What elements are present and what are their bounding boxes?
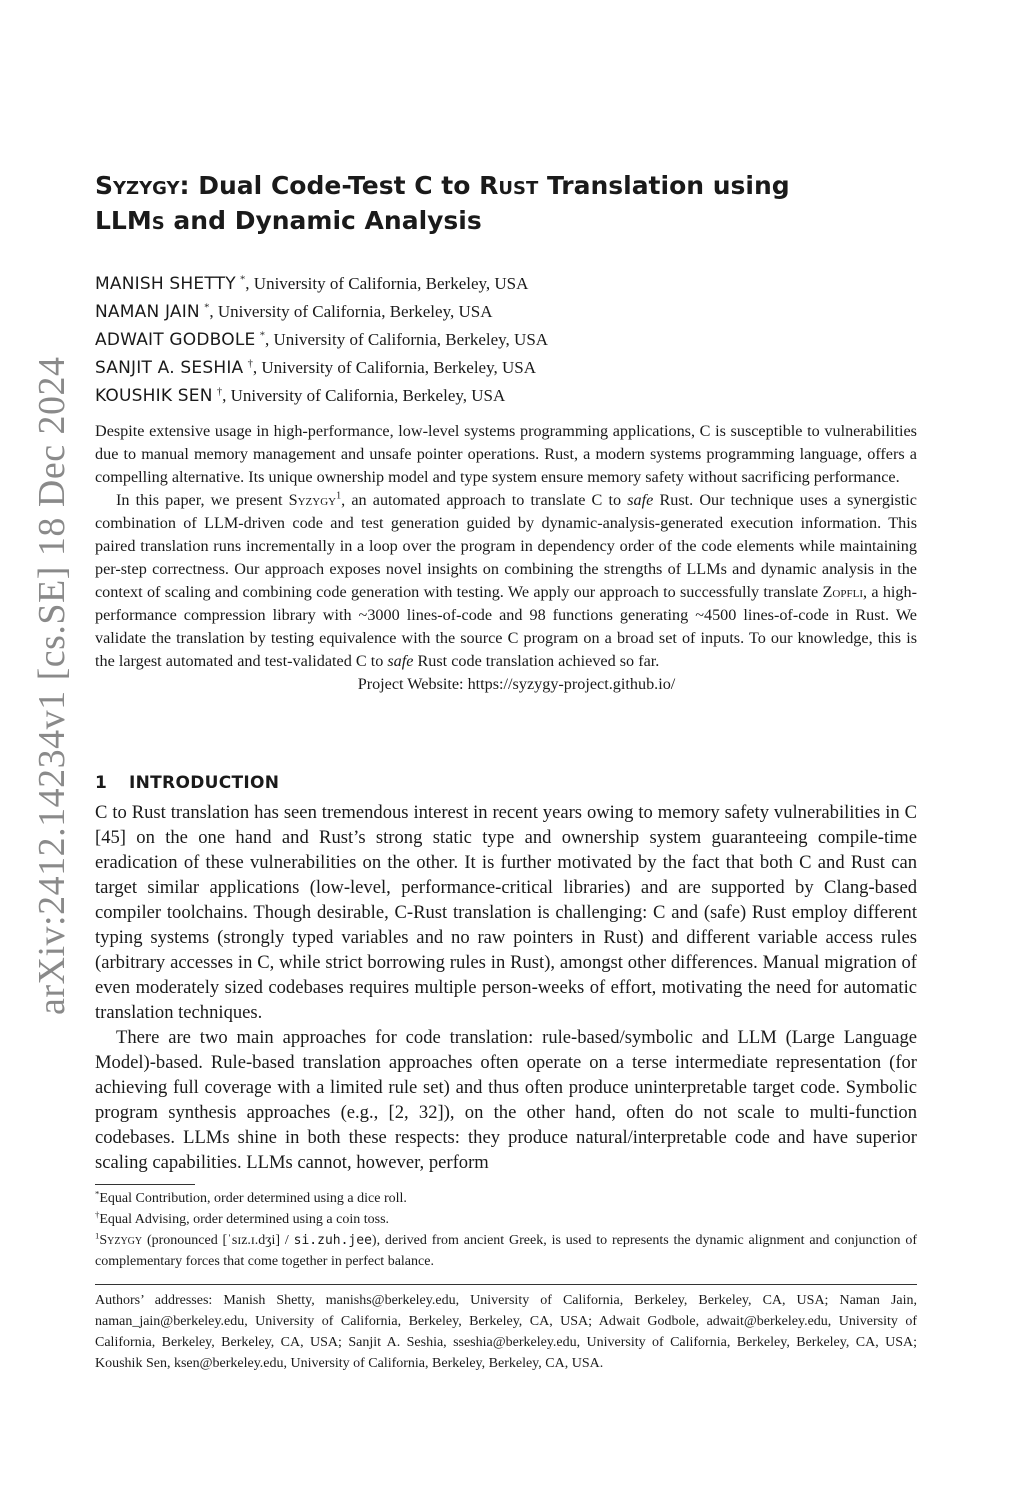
author-entry (95, 354, 917, 382)
title-line-1: Syzygy: Dual Code-Test C to Rust Translation using (95, 171, 790, 200)
author-affiliation: , University of California, Berkeley, USA (252, 358, 536, 377)
title-line-2: LLMs and Dynamic Analysis (95, 206, 482, 235)
footnote: †Equal Advising, order determined using a coin toss. (95, 1209, 390, 1227)
tool-name: Syzygy (288, 491, 337, 509)
title-tool-name: Syzygy (95, 171, 180, 200)
author-addresses: Authors’ addresses: Manish Shetty, manishs@berkeley.edu, University of California, Berkeley, Berkeley, CA, USA; Naman Jain, naman_jain@berkeley.edu, University of California, Berkeley, Berkeley, CA, USA; Adwait Godbole, adwait@berkeley.edu, University of California, Berkeley, Berkeley, CA, USA; Sanjit A. Seshia, sseshia@berkeley.edu, University of California, Berkeley, Berkeley, CA, USA; Koushik Sen, ksen@berkeley.edu, University of California, Berkeley, Berkeley, CA, USA. (95, 1293, 917, 1371)
footnote-reference[interactable]: 1 (336, 490, 342, 502)
author-affiliation: , University of California, Berkeley, USA (264, 330, 549, 349)
author-entry (95, 270, 917, 298)
library-name: Zopfli (822, 583, 863, 601)
author-affiliation: , University of California, Berkeley, USA (245, 274, 529, 293)
author-mark: * (240, 274, 246, 286)
author-name: MANISH SHETTY (95, 274, 236, 294)
footnote-rule (95, 1184, 195, 1185)
author-mark: † (247, 358, 253, 370)
author-name: SANJIT A. SESHIA (95, 358, 244, 378)
abstract-paragraph: In this paper, we present Syzygy$^1$, an automated approach to translate C to safe Rust. Our technique uses a synergistic combination of LLM-driven code and test generation guided by dynamic-analysis-generated execution information. This paired translation runs incrementally in a loop over the program in dependency order of the code elements while maintaining per-step correctness. Our approach exposes novel insights on combining the strengths of LLMs and dynamic analysis in the context of scaling and combining code generation with testing. We apply our approach to successfully translate Zopfli, a high-performance compression library with ~3000 lines-of-code and 98 functions generating ~4500 lines-of-code in Rust. We validate the translation by testing equivalence with the source C program on a broad set of inputs. To our knowledge, this is the largest automated and test-validated C to safe Rust code translation achieved so far. (95, 490, 918, 670)
author-affiliation: , University of California, Berkeley, USA (222, 386, 506, 405)
body-paragraph: There are two main approaches for code translation: rule-based/symbolic and LLM (Large Language Model)-based. Rule-based translation approaches often operate on a terse intermediate representation (for achieving full coverage with a limited rule set) and thus often produce uninterpretable target code. Symbolic program synthesis approaches (e.g., [2, 32]), on the other hand, often do not scale to multi-function codebases. LLMs shine in both these respects: they produce natural/interpretable code and have superior scaling capabilities. LLMs cannot, however, perform (95, 1027, 917, 1173)
paper-title (95, 168, 917, 238)
author-name: ADWAIT GODBOLE (95, 330, 256, 350)
author-mark: * (204, 302, 210, 314)
author-entry (95, 382, 917, 410)
author-name: KOUSHIK SEN (95, 386, 213, 406)
author-name: NAMAN JAIN (95, 302, 200, 322)
abstract-paragraph: Despite extensive usage in high-performance, low-level systems programming applications, C is susceptible to vulnerabilities due to manual memory management and unsafe pointer operations. Rust, a modern systems programming language, offers a compelling alternative. Its unique ownership model and type system ensure memory safety without sacrificing performance. (95, 422, 917, 486)
author-entry (95, 298, 917, 326)
section-heading (95, 770, 917, 796)
author-list (95, 270, 917, 410)
abstract (95, 420, 917, 696)
addresses-rule (95, 1284, 917, 1285)
title-language-name: Rust (479, 171, 539, 200)
section-number: 1 (95, 773, 108, 793)
footnotes (95, 1188, 917, 1272)
project-website-link[interactable]: Project Website: https://syzygy-project.github.io/ (357, 675, 676, 693)
author-mark: * (259, 330, 265, 342)
footnote: *Equal Contribution, order determined using a dice roll. (95, 1188, 407, 1206)
section-title: INTRODUCTION (129, 773, 280, 793)
author-affiliation: , University of California, Berkeley, USA (209, 302, 493, 321)
author-entry (95, 326, 917, 354)
footnote: $^1$Syzygy (pronounced [ˈsɪz.ɪ.dʒi] / si.zuh.jee), derived from ancient Greek, is used to represents the dynamic alignment and conjunction of complementary forces that come together in perfect balance. (95, 1230, 917, 1269)
body-paragraph: C to Rust translation has seen tremendous interest in recent years owing to memory safety vulnerabilities in C [45] on the one hand and Rust’s strong static type and ownership system guaranteeing compile-time eradication of these vulnerabilities on the other. It is further motivated by the fact that both C and Rust can target similar applications (low-level, performance-critical libraries) and are supported by Clang-based compiler toolchains. Though desirable, C-Rust translation is challenging: C and (safe) Rust employ different typing systems (strongly typed variables and no raw pointers in Rust) and different variable access rules (arbitrary accesses in C, while strict borrowing rules in Rust), amongst other differences. Manual migration of even moderately sized codebases requires multiple person-weeks of effort, motivating the need for automatic translation techniques. (95, 802, 917, 1023)
introduction-body (95, 800, 917, 1175)
author-mark: † (216, 386, 223, 398)
arxiv-identifier: arXiv:2412.14234v1 [cs.SE] 18 Dec 2024 (31, 356, 73, 1015)
